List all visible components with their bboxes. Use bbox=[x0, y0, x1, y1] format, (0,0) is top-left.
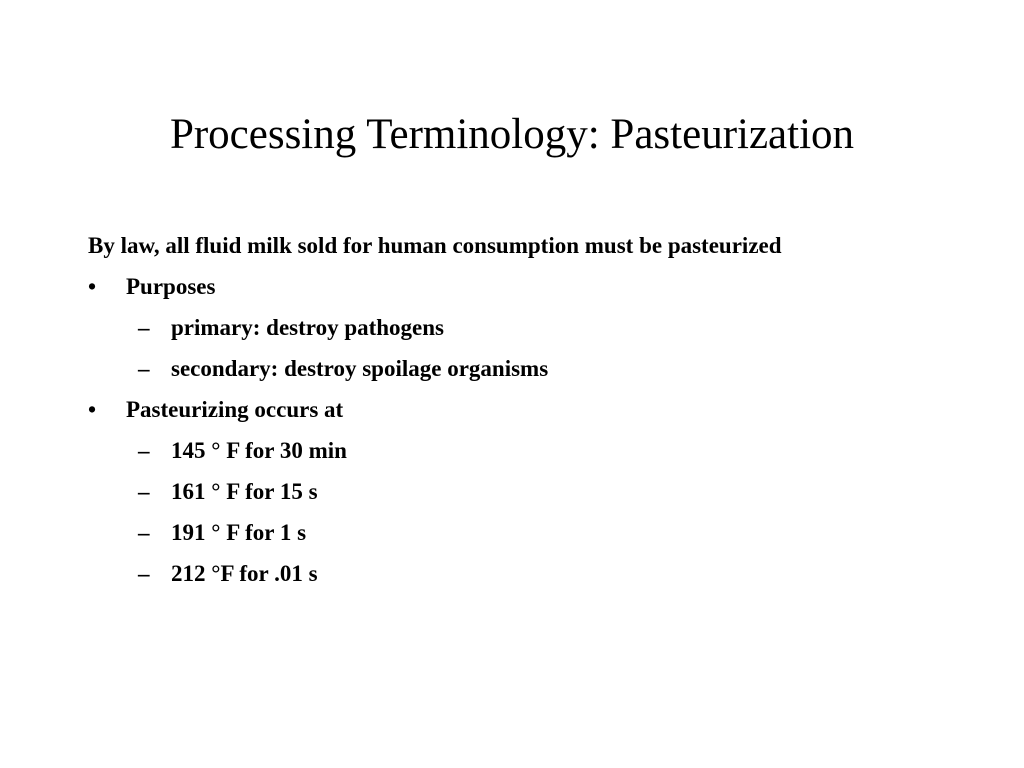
slide-body bbox=[88, 229, 948, 598]
subitem-label: 145 ° F for 30 min bbox=[171, 438, 347, 463]
dash-marker: – bbox=[138, 438, 150, 463]
subitem-label: 191 ° F for 1 s bbox=[171, 520, 307, 545]
bullet-pasteurizing bbox=[88, 393, 948, 427]
dash-marker: – bbox=[138, 479, 150, 504]
subitem-secondary bbox=[88, 352, 948, 386]
bullet-label: Purposes bbox=[126, 274, 216, 299]
subitem-label: 161 ° F for 15 s bbox=[171, 479, 318, 504]
subitem-145f bbox=[88, 434, 948, 468]
subitem-label: 212 °F for .01 s bbox=[171, 561, 318, 586]
bullet-marker: • bbox=[88, 397, 97, 422]
bullet-label: Pasteurizing occurs at bbox=[126, 397, 344, 422]
slide-title: Processing Terminology: Pasteurization bbox=[169, 111, 855, 158]
subitem-primary bbox=[88, 311, 948, 345]
bullet-purposes bbox=[88, 270, 948, 304]
subitem-label: primary: destroy pathogens bbox=[171, 315, 445, 340]
dash-marker: – bbox=[138, 356, 150, 381]
dash-marker: – bbox=[138, 315, 150, 340]
dash-marker: – bbox=[138, 561, 150, 586]
subitem-161f bbox=[88, 475, 948, 509]
bullet-marker: • bbox=[88, 274, 97, 299]
dash-marker: – bbox=[138, 520, 150, 545]
subitem-191f bbox=[88, 516, 948, 550]
intro-paragraph: By law, all fluid milk sold for human consumption must be pasteurized bbox=[88, 233, 782, 258]
subitem-212f bbox=[88, 557, 948, 591]
subitem-label: secondary: destroy spoilage organisms bbox=[171, 356, 549, 381]
